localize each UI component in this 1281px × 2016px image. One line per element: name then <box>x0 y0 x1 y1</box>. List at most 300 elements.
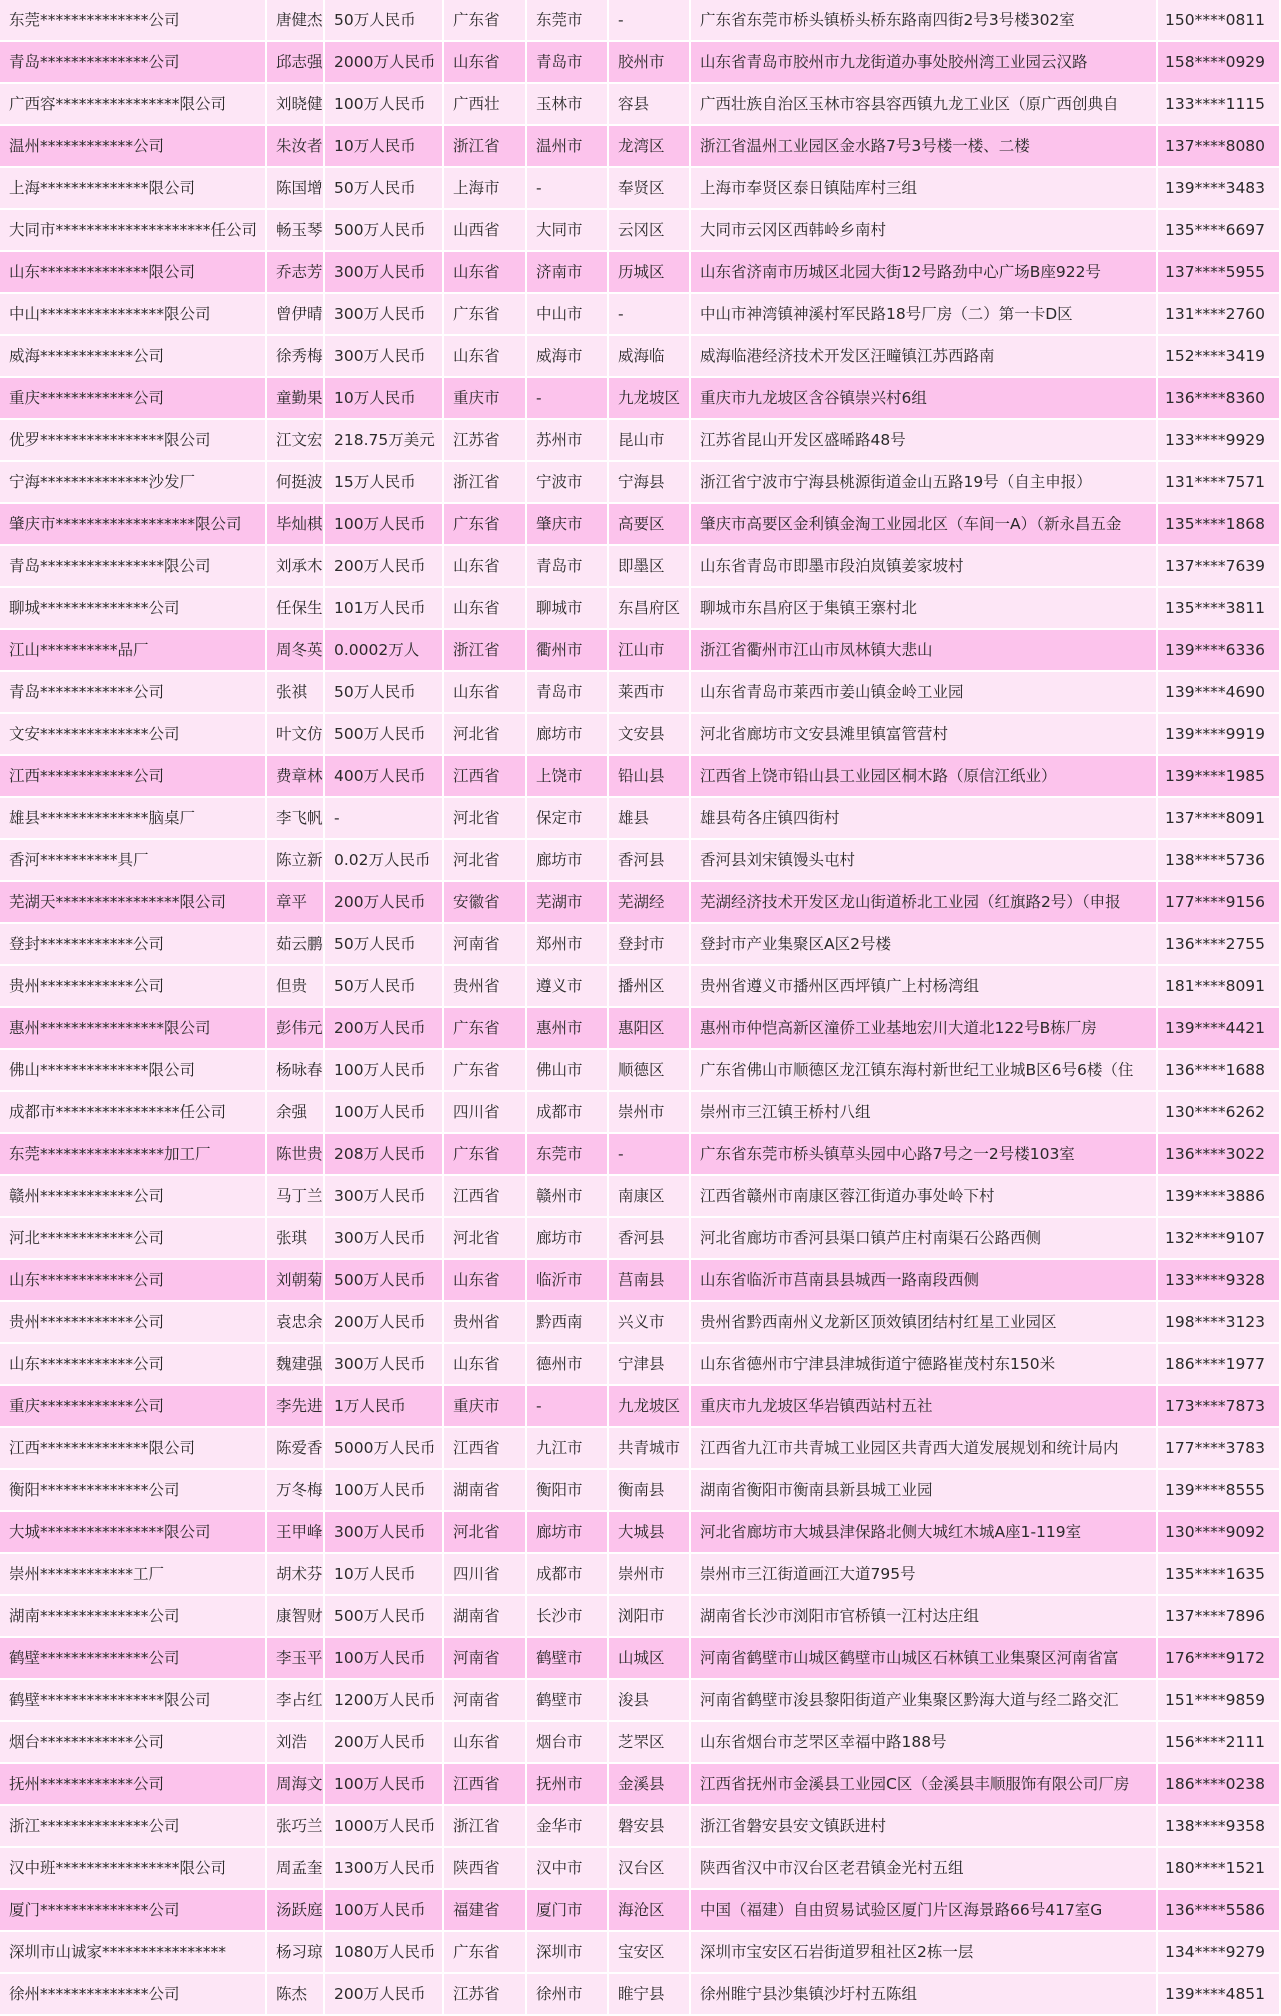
province-cell: 河北省 <box>443 1511 526 1553</box>
legal-person-cell: 曾伊晴 <box>266 293 324 335</box>
phone-cell: 139****4690 <box>1157 671 1280 713</box>
city-cell: 衢州市 <box>526 629 608 671</box>
table-row <box>0 251 1280 293</box>
district-cell: 惠阳区 <box>608 1007 690 1049</box>
city-cell: 青岛市 <box>526 41 608 83</box>
address-cell: 河南省鹤壁市浚县黎阳街道产业集聚区黔海大道与经二路交汇 <box>690 1679 1157 1721</box>
table-row <box>0 1889 1280 1931</box>
address-cell: 广东省佛山市顺德区龙江镇东海村新世纪工业城B区6号6楼（住 <box>690 1049 1157 1091</box>
registered-capital-cell: 218.75万美元 <box>324 419 443 461</box>
registered-capital-cell: 1080万人民币 <box>324 1931 443 1973</box>
phone-cell: 139****4421 <box>1157 1007 1280 1049</box>
phone-cell: 134****9279 <box>1157 1931 1280 1973</box>
province-cell: 山东省 <box>443 545 526 587</box>
registered-capital-cell: 10万人民币 <box>324 377 443 419</box>
company-name-cell: 山东**************限公司 <box>0 251 266 293</box>
district-cell: 睢宁县 <box>608 1973 690 2015</box>
registered-capital-cell: 208万人民币 <box>324 1133 443 1175</box>
table-row <box>0 209 1280 251</box>
phone-cell: 136****8360 <box>1157 377 1280 419</box>
province-cell: 上海市 <box>443 167 526 209</box>
registered-capital-cell: - <box>324 797 443 839</box>
company-name-cell: 青岛************公司 <box>0 671 266 713</box>
province-cell: 浙江省 <box>443 125 526 167</box>
district-cell: 容县 <box>608 83 690 125</box>
registered-capital-cell: 50万人民币 <box>324 671 443 713</box>
company-name-cell: 雄县**************脑桌厂 <box>0 797 266 839</box>
phone-cell: 136****2755 <box>1157 923 1280 965</box>
company-name-cell: 贵州************公司 <box>0 965 266 1007</box>
registered-capital-cell: 300万人民币 <box>324 335 443 377</box>
company-name-cell: 河北************公司 <box>0 1217 266 1259</box>
address-cell: 中山市神湾镇神溪村军民路18号厂房（二）第一卡D区 <box>690 293 1157 335</box>
address-cell: 大同市云冈区西韩岭乡南村 <box>690 209 1157 251</box>
district-cell: 共青城市 <box>608 1427 690 1469</box>
legal-person-cell: 陈立新 <box>266 839 324 881</box>
city-cell: 抚州市 <box>526 1763 608 1805</box>
province-cell: 山东省 <box>443 335 526 377</box>
company-name-cell: 惠州****************限公司 <box>0 1007 266 1049</box>
legal-person-cell: 周海文 <box>266 1763 324 1805</box>
registered-capital-cell: 300万人民币 <box>324 1511 443 1553</box>
address-cell: 贵州省遵义市播州区西坪镇广上村杨湾组 <box>690 965 1157 1007</box>
table-row <box>0 1301 1280 1343</box>
company-name-cell: 深圳市山诚家**************** <box>0 1931 266 1973</box>
table-row <box>0 1973 1280 2015</box>
city-cell: 大同市 <box>526 209 608 251</box>
city-cell: 东莞市 <box>526 1133 608 1175</box>
table-row <box>0 167 1280 209</box>
city-cell: 徐州市 <box>526 1973 608 2015</box>
district-cell: 威海临 <box>608 335 690 377</box>
legal-person-cell: 马丁兰 <box>266 1175 324 1217</box>
phone-cell: 133****9328 <box>1157 1259 1280 1301</box>
legal-person-cell: 任保生 <box>266 587 324 629</box>
province-cell: 广东省 <box>443 0 526 41</box>
table-row <box>0 1469 1280 1511</box>
address-cell: 江西省九江市共青城工业园区共青西大道发展规划和统计局内 <box>690 1427 1157 1469</box>
registered-capital-cell: 200万人民币 <box>324 1007 443 1049</box>
table-row <box>0 0 1280 41</box>
phone-cell: 135****3811 <box>1157 587 1280 629</box>
province-cell: 河北省 <box>443 713 526 755</box>
city-cell: 宁波市 <box>526 461 608 503</box>
phone-cell: 139****3886 <box>1157 1175 1280 1217</box>
phone-cell: 139****6336 <box>1157 629 1280 671</box>
registered-capital-cell: 1200万人民币 <box>324 1679 443 1721</box>
city-cell: 九江市 <box>526 1427 608 1469</box>
province-cell: 江西省 <box>443 1763 526 1805</box>
city-cell: 温州市 <box>526 125 608 167</box>
district-cell: 兴义市 <box>608 1301 690 1343</box>
province-cell: 河南省 <box>443 923 526 965</box>
phone-cell: 158****0929 <box>1157 41 1280 83</box>
legal-person-cell: 刘朝菊 <box>266 1259 324 1301</box>
city-cell: 深圳市 <box>526 1931 608 1973</box>
city-cell: 玉林市 <box>526 83 608 125</box>
phone-cell: 139****9919 <box>1157 713 1280 755</box>
table-row <box>0 1763 1280 1805</box>
legal-person-cell: 张巧兰 <box>266 1805 324 1847</box>
table-row <box>0 839 1280 881</box>
company-name-cell: 宁海**************沙发厂 <box>0 461 266 503</box>
registered-capital-cell: 100万人民币 <box>324 1091 443 1133</box>
province-cell: 广东省 <box>443 1049 526 1091</box>
table-row <box>0 1595 1280 1637</box>
city-cell: 厦门市 <box>526 1889 608 1931</box>
registered-capital-cell: 100万人民币 <box>324 1637 443 1679</box>
company-name-cell: 威海************公司 <box>0 335 266 377</box>
table-row <box>0 1637 1280 1679</box>
address-cell: 惠州市仲恺高新区潼侨工业基地宏川大道北122号B栋厂房 <box>690 1007 1157 1049</box>
registered-capital-cell: 1300万人民币 <box>324 1847 443 1889</box>
phone-cell: 135****1868 <box>1157 503 1280 545</box>
legal-person-cell: 朱汝者 <box>266 125 324 167</box>
table-row <box>0 503 1280 545</box>
table-row <box>0 587 1280 629</box>
address-cell: 雄县苟各庄镇四街村 <box>690 797 1157 839</box>
address-cell: 河北省廊坊市大城县津保路北侧大城红木城A座1-119室 <box>690 1511 1157 1553</box>
legal-person-cell: 唐健杰 <box>266 0 324 41</box>
province-cell: 广东省 <box>443 503 526 545</box>
table-row <box>0 629 1280 671</box>
province-cell: 山东省 <box>443 41 526 83</box>
district-cell: 宁津县 <box>608 1343 690 1385</box>
province-cell: 重庆市 <box>443 377 526 419</box>
legal-person-cell: 陈国增 <box>266 167 324 209</box>
district-cell: 宝安区 <box>608 1931 690 1973</box>
company-name-cell: 东莞**************公司 <box>0 0 266 41</box>
city-cell: 廊坊市 <box>526 1217 608 1259</box>
address-cell: 山东省临沂市莒南县县城西一路南段西侧 <box>690 1259 1157 1301</box>
address-cell: 山东省济南市历城区北园大街12号路劲中心广场B座922号 <box>690 251 1157 293</box>
company-name-cell: 衡阳**************公司 <box>0 1469 266 1511</box>
province-cell: 山西省 <box>443 209 526 251</box>
legal-person-cell: 刘晓健 <box>266 83 324 125</box>
city-cell: 鹤壁市 <box>526 1679 608 1721</box>
registered-capital-cell: 101万人民币 <box>324 587 443 629</box>
table-row <box>0 1847 1280 1889</box>
phone-cell: 177****3783 <box>1157 1427 1280 1469</box>
phone-cell: 135****6697 <box>1157 209 1280 251</box>
province-cell: 山东省 <box>443 671 526 713</box>
address-cell: 陕西省汉中市汉台区老君镇金光村五组 <box>690 1847 1157 1889</box>
legal-person-cell: 张祺 <box>266 671 324 713</box>
phone-cell: 186****1977 <box>1157 1343 1280 1385</box>
phone-cell: 177****9156 <box>1157 881 1280 923</box>
table-row <box>0 1007 1280 1049</box>
company-name-cell: 佛山**************限公司 <box>0 1049 266 1091</box>
district-cell: 莒南县 <box>608 1259 690 1301</box>
phone-cell: 180****1521 <box>1157 1847 1280 1889</box>
address-cell: 河南省鹤壁市山城区鹤壁市山城区石林镇工业集聚区河南省富 <box>690 1637 1157 1679</box>
legal-person-cell: 茹云鹏 <box>266 923 324 965</box>
province-cell: 贵州省 <box>443 1301 526 1343</box>
address-cell: 登封市产业集聚区A区2号楼 <box>690 923 1157 965</box>
company-name-cell: 芜湖天****************限公司 <box>0 881 266 923</box>
company-name-cell: 烟台************公司 <box>0 1721 266 1763</box>
legal-person-cell: 陈爱香 <box>266 1427 324 1469</box>
registered-capital-cell: 1000万人民币 <box>324 1805 443 1847</box>
district-cell: 登封市 <box>608 923 690 965</box>
city-cell: 金华市 <box>526 1805 608 1847</box>
address-cell: 重庆市九龙坡区华岩镇西站村五社 <box>690 1385 1157 1427</box>
address-cell: 浙江省温州工业园区金水路7号3号楼一楼、二楼 <box>690 125 1157 167</box>
district-cell: 大城县 <box>608 1511 690 1553</box>
company-name-cell: 文安**************公司 <box>0 713 266 755</box>
registered-capital-cell: 300万人民币 <box>324 1217 443 1259</box>
phone-cell: 137****7896 <box>1157 1595 1280 1637</box>
province-cell: 安徽省 <box>443 881 526 923</box>
city-cell: 廊坊市 <box>526 839 608 881</box>
table-row <box>0 1805 1280 1847</box>
district-cell: 崇州市 <box>608 1553 690 1595</box>
city-cell: - <box>526 167 608 209</box>
legal-person-cell: 袁忠余 <box>266 1301 324 1343</box>
company-name-cell: 山东************公司 <box>0 1259 266 1301</box>
phone-cell: 131****7571 <box>1157 461 1280 503</box>
company-name-cell: 登封************公司 <box>0 923 266 965</box>
province-cell: 广东省 <box>443 293 526 335</box>
table-row <box>0 1175 1280 1217</box>
legal-person-cell: 杨习琼 <box>266 1931 324 1973</box>
registered-capital-cell: 300万人民币 <box>324 1343 443 1385</box>
company-name-cell: 崇州************工厂 <box>0 1553 266 1595</box>
legal-person-cell: 徐秀梅 <box>266 335 324 377</box>
registered-capital-cell: 100万人民币 <box>324 1763 443 1805</box>
address-cell: 江西省上饶市铅山县工业园区桐木路（原信江纸业） <box>690 755 1157 797</box>
district-cell: 历城区 <box>608 251 690 293</box>
address-cell: 广西壮族自治区玉林市容县容西镇九龙工业区（原广西创典自 <box>690 83 1157 125</box>
phone-cell: 186****0238 <box>1157 1763 1280 1805</box>
registered-capital-cell: 50万人民币 <box>324 965 443 1007</box>
city-cell: 德州市 <box>526 1343 608 1385</box>
phone-cell: 135****1635 <box>1157 1553 1280 1595</box>
district-cell: 龙湾区 <box>608 125 690 167</box>
district-cell: 东昌府区 <box>608 587 690 629</box>
table-row <box>0 1217 1280 1259</box>
province-cell: 山东省 <box>443 587 526 629</box>
company-name-cell: 广西容****************限公司 <box>0 83 266 125</box>
district-cell: - <box>608 293 690 335</box>
registered-capital-cell: 500万人民币 <box>324 1259 443 1301</box>
legal-person-cell: 余强 <box>266 1091 324 1133</box>
legal-person-cell: 叶文仿 <box>266 713 324 755</box>
legal-person-cell: 王甲峰 <box>266 1511 324 1553</box>
province-cell: 贵州省 <box>443 965 526 1007</box>
phone-cell: 139****8555 <box>1157 1469 1280 1511</box>
phone-cell: 137****7639 <box>1157 545 1280 587</box>
district-cell: 雄县 <box>608 797 690 839</box>
phone-cell: 136****5586 <box>1157 1889 1280 1931</box>
phone-cell: 139****1985 <box>1157 755 1280 797</box>
table-row <box>0 125 1280 167</box>
address-cell: 山东省烟台市芝罘区幸福中路188号 <box>690 1721 1157 1763</box>
legal-person-cell: 江文宏 <box>266 419 324 461</box>
phone-cell: 137****8091 <box>1157 797 1280 839</box>
district-cell: 宁海县 <box>608 461 690 503</box>
province-cell: 浙江省 <box>443 1805 526 1847</box>
district-cell: 铅山县 <box>608 755 690 797</box>
district-cell: 云冈区 <box>608 209 690 251</box>
registered-capital-cell: 400万人民币 <box>324 755 443 797</box>
district-cell: 胶州市 <box>608 41 690 83</box>
company-name-cell: 江山**********品厂 <box>0 629 266 671</box>
table-row <box>0 83 1280 125</box>
phone-cell: 151****9859 <box>1157 1679 1280 1721</box>
province-cell: 湖南省 <box>443 1595 526 1637</box>
company-name-cell: 江西**************限公司 <box>0 1427 266 1469</box>
registered-capital-cell: 0.0002万人 <box>324 629 443 671</box>
company-name-cell: 山东************公司 <box>0 1343 266 1385</box>
city-cell: 青岛市 <box>526 545 608 587</box>
registered-capital-cell: 2000万人民币 <box>324 41 443 83</box>
phone-cell: 133****1115 <box>1157 83 1280 125</box>
legal-person-cell: 邱志强 <box>266 41 324 83</box>
legal-person-cell: 汤跃庭 <box>266 1889 324 1931</box>
table-row <box>0 923 1280 965</box>
registered-capital-cell: 200万人民币 <box>324 545 443 587</box>
table-row <box>0 335 1280 377</box>
company-name-cell: 东莞****************加工厂 <box>0 1133 266 1175</box>
registered-capital-cell: 500万人民币 <box>324 713 443 755</box>
city-cell: 黔西南 <box>526 1301 608 1343</box>
table-row <box>0 293 1280 335</box>
legal-person-cell: 乔志芳 <box>266 251 324 293</box>
company-name-cell: 湖南**************公司 <box>0 1595 266 1637</box>
phone-cell: 136****3022 <box>1157 1133 1280 1175</box>
phone-cell: 156****2111 <box>1157 1721 1280 1763</box>
legal-person-cell: 魏建强 <box>266 1343 324 1385</box>
address-cell: 中国（福建）自由贸易试验区厦门片区海景路66号417室G <box>690 1889 1157 1931</box>
province-cell: 重庆市 <box>443 1385 526 1427</box>
district-cell: 文安县 <box>608 713 690 755</box>
district-cell: 崇州市 <box>608 1091 690 1133</box>
province-cell: 广西壮 <box>443 83 526 125</box>
district-cell: 金溪县 <box>608 1763 690 1805</box>
table-row <box>0 965 1280 1007</box>
city-cell: 中山市 <box>526 293 608 335</box>
registered-capital-cell: 300万人民币 <box>324 1175 443 1217</box>
address-cell: 崇州市三江街道画江大道795号 <box>690 1553 1157 1595</box>
legal-person-cell: 李占红 <box>266 1679 324 1721</box>
company-name-cell: 重庆************公司 <box>0 1385 266 1427</box>
registered-capital-cell: 0.02万人民币 <box>324 839 443 881</box>
city-cell: 汉中市 <box>526 1847 608 1889</box>
legal-person-cell: 李玉平 <box>266 1637 324 1679</box>
city-cell: 肇庆市 <box>526 503 608 545</box>
registered-capital-cell: 5000万人民币 <box>324 1427 443 1469</box>
registered-capital-cell: 500万人民币 <box>324 209 443 251</box>
province-cell: 四川省 <box>443 1091 526 1133</box>
district-cell: 昆山市 <box>608 419 690 461</box>
province-cell: 浙江省 <box>443 461 526 503</box>
phone-cell: 198****3123 <box>1157 1301 1280 1343</box>
legal-person-cell: 彭伟元 <box>266 1007 324 1049</box>
company-name-cell: 聊城**************公司 <box>0 587 266 629</box>
address-cell: 深圳市宝安区石岩街道罗租社区2栋一层 <box>690 1931 1157 1973</box>
company-name-cell: 成都市****************任公司 <box>0 1091 266 1133</box>
province-cell: 江西省 <box>443 1175 526 1217</box>
table-row <box>0 41 1280 83</box>
phone-cell: 133****9929 <box>1157 419 1280 461</box>
address-cell: 徐州睢宁县沙集镇沙圩村五陈组 <box>690 1973 1157 2015</box>
city-cell: 临沂市 <box>526 1259 608 1301</box>
district-cell: 九龙坡区 <box>608 377 690 419</box>
phone-cell: 130****9092 <box>1157 1511 1280 1553</box>
company-name-cell: 青岛**************公司 <box>0 41 266 83</box>
province-cell: 山东省 <box>443 1721 526 1763</box>
city-cell: 青岛市 <box>526 671 608 713</box>
address-cell: 芜湖经济技术开发区龙山街道桥北工业园（红旗路2号）（申报 <box>690 881 1157 923</box>
phone-cell: 137****5955 <box>1157 251 1280 293</box>
province-cell: 江苏省 <box>443 1973 526 2015</box>
address-cell: 广东省东莞市桥头镇桥头桥东路南四街2号3号楼302室 <box>690 0 1157 41</box>
table-row <box>0 1385 1280 1427</box>
phone-cell: 137****8080 <box>1157 125 1280 167</box>
registered-capital-cell: 15万人民币 <box>324 461 443 503</box>
registered-capital-cell: 50万人民币 <box>324 0 443 41</box>
city-cell: 成都市 <box>526 1553 608 1595</box>
legal-person-cell: 周冬英 <box>266 629 324 671</box>
address-cell: 江苏省昆山开发区盛晞路48号 <box>690 419 1157 461</box>
city-cell: 鹤壁市 <box>526 1637 608 1679</box>
province-cell: 广东省 <box>443 1133 526 1175</box>
province-cell: 湖南省 <box>443 1469 526 1511</box>
district-cell: 南康区 <box>608 1175 690 1217</box>
table-row <box>0 1931 1280 1973</box>
district-cell: 香河县 <box>608 839 690 881</box>
city-cell: 廊坊市 <box>526 713 608 755</box>
province-cell: 山东省 <box>443 1259 526 1301</box>
registered-capital-cell: 300万人民币 <box>324 251 443 293</box>
table-row <box>0 797 1280 839</box>
province-cell: 福建省 <box>443 1889 526 1931</box>
city-cell: 郑州市 <box>526 923 608 965</box>
company-name-cell: 上海**************限公司 <box>0 167 266 209</box>
district-cell: 衡南县 <box>608 1469 690 1511</box>
legal-person-cell: 杨咏春 <box>266 1049 324 1091</box>
city-cell: 聊城市 <box>526 587 608 629</box>
phone-cell: 138****9358 <box>1157 1805 1280 1847</box>
city-cell: - <box>526 377 608 419</box>
district-cell: 汉台区 <box>608 1847 690 1889</box>
company-name-cell: 重庆************公司 <box>0 377 266 419</box>
table-row <box>0 1049 1280 1091</box>
company-name-cell: 鹤壁****************限公司 <box>0 1679 266 1721</box>
table-row <box>0 1343 1280 1385</box>
table-row <box>0 671 1280 713</box>
company-name-cell: 肇庆市******************限公司 <box>0 503 266 545</box>
table-row <box>0 419 1280 461</box>
city-cell: 长沙市 <box>526 1595 608 1637</box>
registered-capital-cell: 200万人民币 <box>324 1973 443 2015</box>
registered-capital-cell: 1万人民币 <box>324 1385 443 1427</box>
district-cell: 顺德区 <box>608 1049 690 1091</box>
phone-cell: 130****6262 <box>1157 1091 1280 1133</box>
address-cell: 威海临港经济技术开发区汪疃镇江苏西路南 <box>690 335 1157 377</box>
city-cell: 威海市 <box>526 335 608 377</box>
district-cell: 莱西市 <box>608 671 690 713</box>
province-cell: 山东省 <box>443 1343 526 1385</box>
address-cell: 山东省青岛市莱西市姜山镇金岭工业园 <box>690 671 1157 713</box>
company-name-cell: 中山****************限公司 <box>0 293 266 335</box>
province-cell: 河北省 <box>443 1217 526 1259</box>
district-cell: 高要区 <box>608 503 690 545</box>
phone-cell: 139****4851 <box>1157 1973 1280 2015</box>
city-cell: 烟台市 <box>526 1721 608 1763</box>
legal-person-cell: 万冬梅 <box>266 1469 324 1511</box>
